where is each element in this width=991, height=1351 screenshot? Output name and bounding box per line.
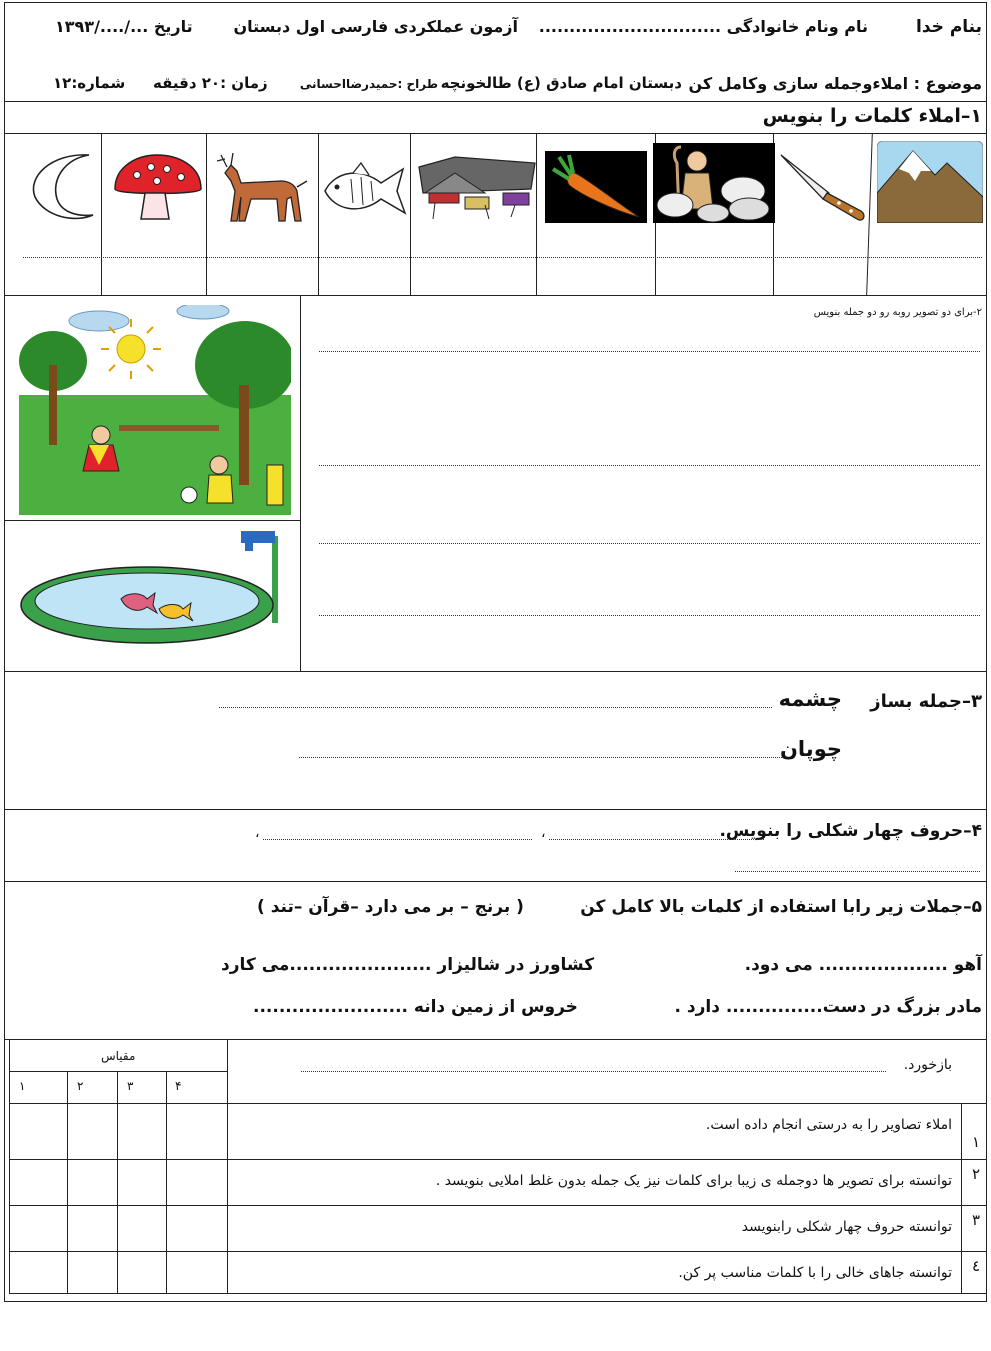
scale-4: ۴ — [175, 1079, 182, 1093]
q4-comma-2: ، — [255, 825, 260, 841]
topic: موضوع : املاءوجمله سازی وکامل کن — [688, 74, 982, 93]
worksheet — [4, 2, 987, 1302]
q5-word-bank: ( برنج – بر می دارد –قرآن –تند ) — [257, 897, 524, 917]
rubric-row-2-num: ۲ — [971, 1165, 980, 1183]
rubric-row-4-text: توانسته جاهای خالی را با کلمات مناسب پر کن. — [678, 1265, 952, 1281]
rubric-row-3-text: توانسته حروف چهار شکلی رابنویسد — [741, 1219, 952, 1235]
park-picture — [19, 305, 291, 515]
deer-icon — [211, 151, 315, 225]
time-limit: زمان :۲۰ دقیقه — [153, 74, 268, 92]
q4-title: ۴–حروف چهار شکلی را بنویس. — [719, 821, 982, 841]
mountain-icon — [877, 141, 983, 223]
q3-word-2: چوپان — [780, 737, 842, 761]
name-field-label: نام ونام خانوادگی .............................. — [538, 17, 868, 36]
basmala: بنام خدا — [916, 17, 982, 37]
q2-title: ۲-برای دو تصویر روبه رو دو جمله بنویس — [813, 307, 982, 318]
exam-title: آزمون عملکردی فارسی اول دبستان — [233, 17, 518, 36]
feedback-line[interactable] — [301, 1071, 886, 1072]
q4-line-3[interactable] — [735, 871, 980, 872]
q5-sentence-2[interactable]: کشاورز در شالیزار ......................می کارد — [221, 955, 595, 975]
q5-sentence-4[interactable]: خروس از زمین دانه ........................ — [253, 997, 578, 1017]
q3-line-1[interactable] — [219, 707, 772, 708]
q5-title: ۵–جملات زیر رابا استفاده از کلمات بالا کامل کن — [580, 897, 982, 917]
scale-1: ۱ — [19, 1079, 26, 1093]
rubric-row-2-text: توانسته برای تصویر ها دوجمله ی زیبا برای کلمات نیز یک جمله بدون غلط املایی بنویسد . — [435, 1173, 952, 1189]
pool-picture — [19, 527, 293, 657]
rubric-row-1-num: ۱ — [971, 1133, 980, 1151]
rubric-row-1-text: املاء تصاویر را به درستی انجام داده است. — [705, 1117, 952, 1133]
q2-line-4[interactable] — [319, 615, 980, 616]
sheet-number: شماره:۱۲ — [53, 74, 126, 92]
q2-line-1[interactable] — [319, 351, 980, 352]
q2-line-2[interactable] — [319, 465, 980, 466]
q3-line-2[interactable] — [299, 757, 782, 758]
scale-3: ۳ — [127, 1079, 134, 1093]
q5-sentence-3[interactable]: مادر بزرگ در دست............... دارد . — [674, 997, 982, 1017]
rubric-row-4-num: ٤ — [971, 1257, 980, 1275]
q1-answer-line[interactable] — [23, 257, 982, 258]
scale-2: ۲ — [77, 1079, 84, 1093]
q5-sentence-1[interactable]: آهو .................... می دود. — [744, 955, 982, 975]
q4-line-2[interactable] — [263, 839, 532, 840]
school-name: دبستان امام صادق (ع) طالخونچه — [440, 74, 682, 92]
exam-date: تاریخ .../..../۱۳۹۳ — [55, 17, 193, 36]
q2-line-3[interactable] — [319, 543, 980, 544]
designer: طراح :حمیدرضااحسانی — [299, 77, 438, 91]
scale-label: مقیاس — [101, 1049, 136, 1063]
q1-title: ۱–املاء کلمات را بنویس — [762, 105, 982, 127]
carrot-icon — [545, 151, 647, 223]
fish-icon — [321, 161, 409, 219]
q3-title: ۳–جمله بساز — [870, 691, 982, 712]
shepherd-icon — [653, 143, 775, 223]
q4-line-1[interactable] — [549, 839, 764, 840]
q3-word-1: چشمه — [778, 687, 842, 711]
tent-icon — [415, 153, 539, 223]
moon-icon — [27, 151, 105, 221]
feedback-label: بازخورد. — [903, 1057, 952, 1073]
q4-comma-1: ، — [541, 825, 546, 841]
rubric-row-3-num: ۳ — [971, 1211, 980, 1229]
knife-icon — [775, 149, 869, 223]
mushroom-icon — [111, 153, 205, 223]
